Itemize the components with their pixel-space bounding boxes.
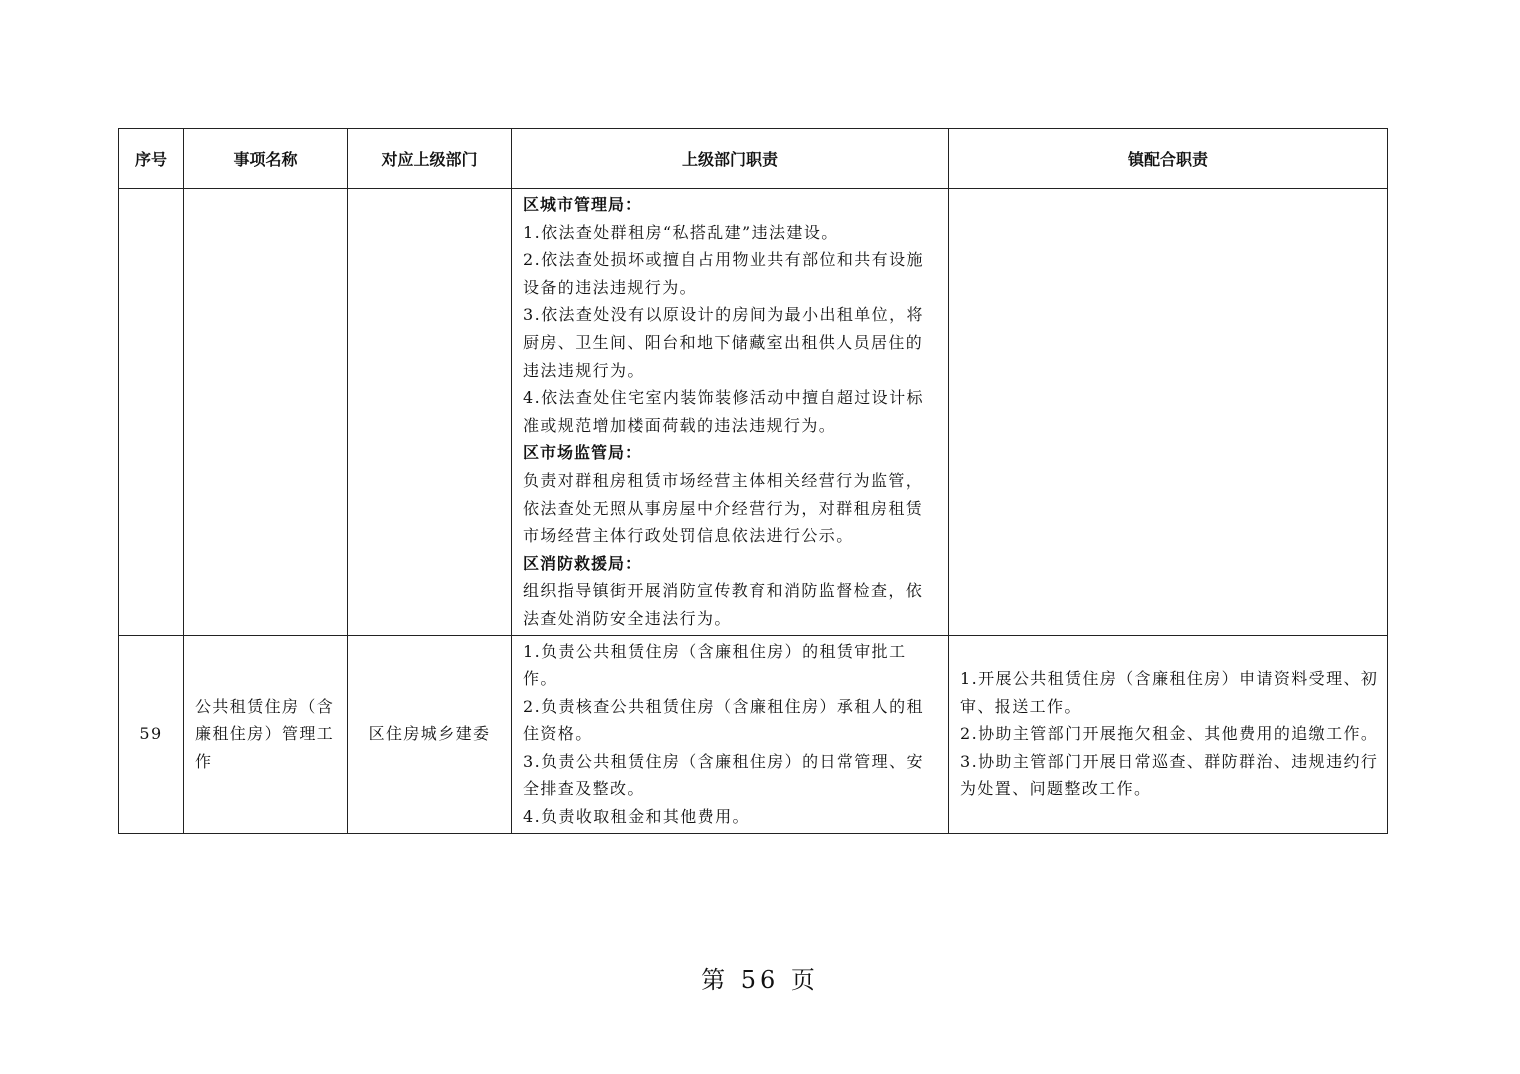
town-duty-line: 1.开展公共租赁住房（含廉租住房）申请资料受理、初审、报送工作。 xyxy=(960,669,1379,716)
duty-line: 3.负责公共租赁住房（含廉租住房）的日常管理、安全排查及整改。 xyxy=(523,751,924,799)
header-upper-duties: 上级部门职责 xyxy=(512,129,949,189)
table-row xyxy=(119,635,1388,833)
upper-duties-cell xyxy=(512,635,949,833)
table-header-row xyxy=(119,129,1388,189)
page-number: 第 56 页 xyxy=(701,966,819,994)
dept-heading: 区城市管理局： xyxy=(523,195,643,214)
duty-line: 组织指导镇街开展消防宣传教育和消防监督检查，依法查处消防安全违法行为。 xyxy=(523,581,924,628)
header-upper-dept: 对应上级部门 xyxy=(348,129,512,189)
table-row xyxy=(119,189,1388,636)
town-duties-cell xyxy=(949,635,1388,833)
upper-dept-name: 区住房城乡建委 xyxy=(348,635,512,833)
header-item-name: 事项名称 xyxy=(184,129,348,189)
duty-line: 2.负责核查公共租赁住房（含廉租住房）承租人的租住资格。 xyxy=(523,696,924,744)
duty-line: 1.依法查处群租房“私搭乱建”违法建设。 xyxy=(523,222,839,242)
upper-duties-cell xyxy=(512,189,949,636)
duty-line: 4.负责收取租金和其他费用。 xyxy=(523,807,750,827)
item-name: 公共租赁住房（含廉租住房）管理工作 xyxy=(184,635,348,833)
serial-cell-empty xyxy=(119,189,184,636)
dept-cell-empty xyxy=(348,189,512,636)
header-town-duties: 镇配合职责 xyxy=(949,129,1388,189)
town-duty-line: 2.协助主管部门开展拖欠租金、其他费用的追缴工作。 xyxy=(960,724,1379,744)
duty-line: 1.负责公共租赁住房（含廉租住房）的租赁审批工作。 xyxy=(523,641,907,689)
serial-no: 59 xyxy=(119,635,184,833)
header-serial-no: 序号 xyxy=(119,129,184,189)
town-duties-cell-empty xyxy=(949,189,1388,636)
duty-line: 2.依法查处损坏或擅自占用物业共有部位和共有设施设备的违法违规行为。 xyxy=(523,250,924,297)
duty-line: 4.依法查处住宅室内装饰装修活动中擅自超过设计标准或规范增加楼面荷载的违法违规行为。 xyxy=(523,388,924,435)
dept-heading: 区市场监管局： xyxy=(523,443,643,463)
duty-line: 负责对群租房租赁市场经营主体相关经营行为监管，依法查处无照从事房屋中介经营行为，对群租房租赁市场经营主体行政处罚信息依法进行公示。 xyxy=(523,470,924,546)
duty-table xyxy=(118,128,1388,834)
duty-line: 3.依法查处没有以原设计的房间为最小出租单位，将厨房、卫生间、阳台和地下储藏室出租供人员居住的违法违规行为。 xyxy=(523,305,924,380)
item-name-cell-empty xyxy=(184,189,348,636)
town-duty-line: 3.协助主管部门开展日常巡查、群防群治、违规违约行为处置、问题整改工作。 xyxy=(960,751,1379,799)
dept-heading: 区消防救援局： xyxy=(523,553,643,573)
